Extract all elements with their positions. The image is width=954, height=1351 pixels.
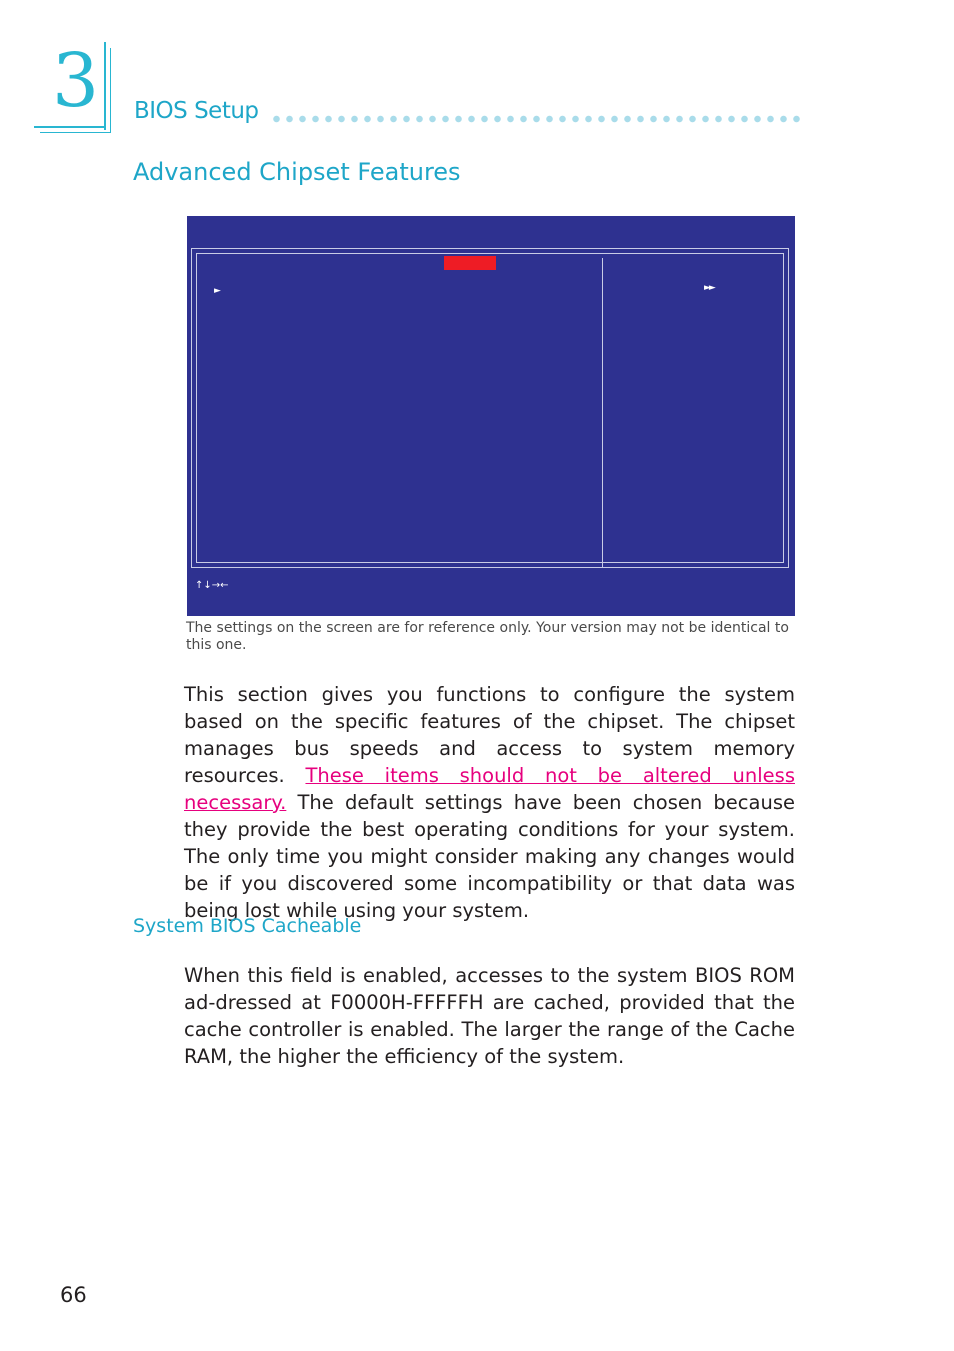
- bios-outer-frame: [191, 248, 789, 568]
- page-number: 66: [60, 1283, 87, 1307]
- chapter-frame-line: [40, 132, 111, 133]
- warning-text: These items should not be altered unless necessary.: [184, 764, 795, 814]
- screenshot-caption: The settings on the screen are for reference only. Your version may not be identical to this one.: [186, 620, 789, 653]
- submenu-arrow-icon: ►: [214, 286, 221, 296]
- dotted-rule: [270, 115, 800, 123]
- chapter-frame-line: [104, 42, 106, 130]
- bios-inner-frame: [196, 253, 784, 563]
- bios-selected-item: [444, 256, 496, 270]
- bios-screenshot: [187, 216, 795, 616]
- subsection-title: System BIOS Cacheable: [133, 915, 362, 937]
- double-arrow-icon: ►►: [704, 283, 714, 293]
- bios-help-divider: [602, 258, 603, 568]
- chapter-frame-line: [34, 126, 106, 128]
- intro-text-continued: The default settings have been chosen because they provide the best operating conditions for your system. The only time you might consider making any changes would be if you discovered some incompatibility or that data was being lost while using your system.: [184, 791, 795, 922]
- intro-paragraph: [184, 681, 795, 924]
- navigation-keys-icon: ↑↓→←: [195, 580, 229, 591]
- chapter-number: 3: [52, 38, 100, 124]
- section-label: BIOS Setup: [134, 98, 259, 124]
- intro-text: This section gives you functions to configure the system based on the specific features of the chipset. The chipset manages bus speeds and access to system memory resources.: [184, 683, 795, 787]
- chapter-frame-line: [110, 48, 111, 132]
- subsection-body: When this field is enabled, accesses to the system BIOS ROM ad-dressed at F0000H-FFFFFH are cached, provided that the cache controller is enabled. The larger the range of the Cache RAM, the higher the efficiency of the system.: [184, 964, 795, 1068]
- page-title: Advanced Chipset Features: [133, 158, 461, 186]
